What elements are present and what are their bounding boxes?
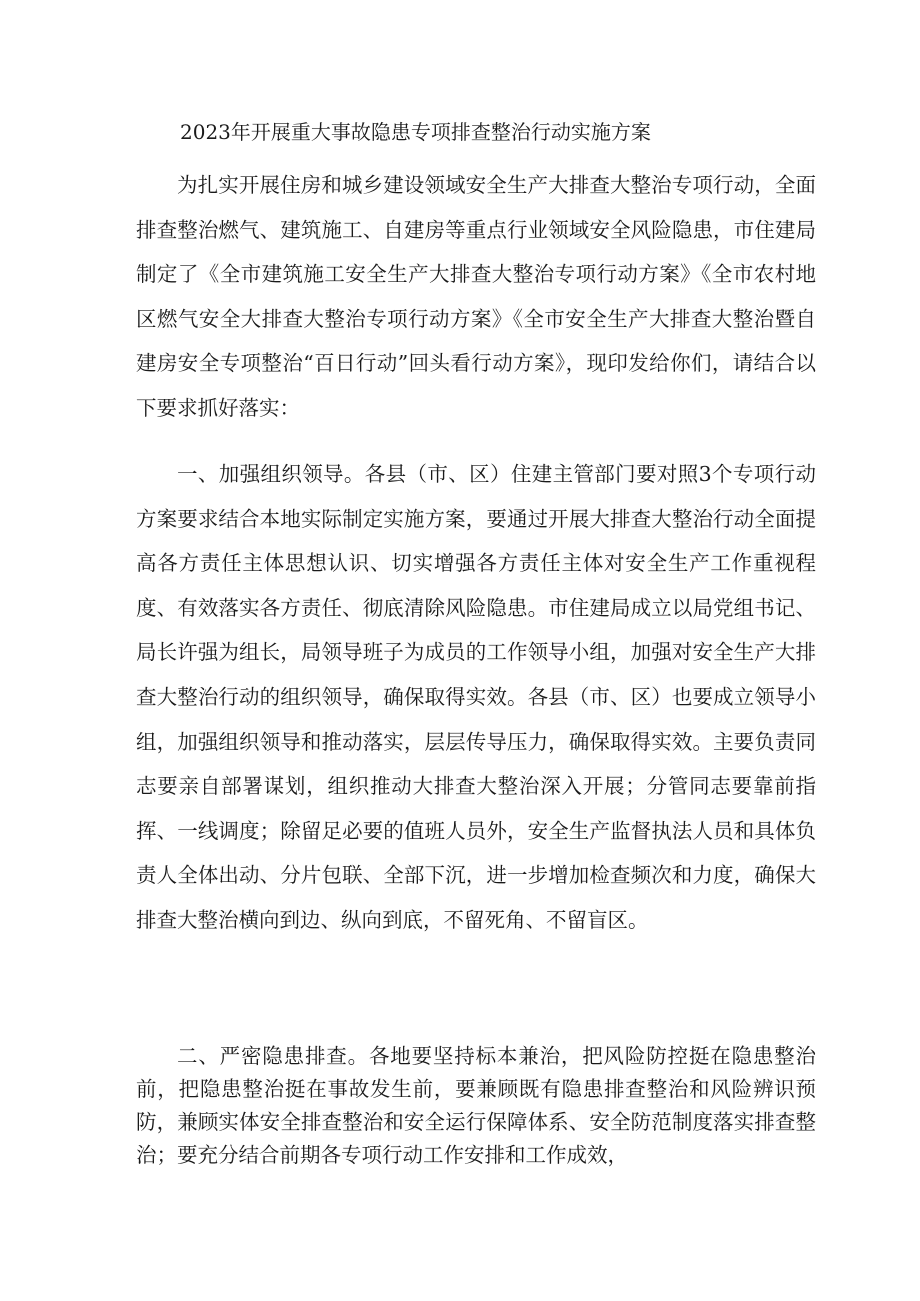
paragraph-section-2: 二、严密隐患排查。各地要坚持标本兼治，把风险防控挺在隐患整治前，把隐患整治挺在事故发生前，要兼顾既有隐患排查整治和风险辨识预防，兼顾实体安全排查整治和安全运行保障体系、安全防范制度落实排查整治；要充分结合前期各专项行动工作安排和工作成效， (136, 1044, 816, 1167)
document-title: 2023年开展重大事故隐患专项排查整治行动实施方案 (180, 120, 651, 144)
paragraph-section-1: 一、加强组织领导。各县（市、区）住建主管部门要对照3个专项行动方案要求结合本地实际制定实施方案，要通过开展大排查大整治行动全面提高各方责任主体思想认识、切实增强各方责任主体对安全生产工作重视程度、有效落实各方责任、彻底清除风险隐患。市住建局成立以局党组书记、局长许强为组长，局领导班子为成员的工作领导小组，加强对安全生产大排查大整治行动的组织领导，确保取得实效。各县（市、区）也要成立领导小组，加强组织领导和推动落实，层层传导压力，确保取得实效。主要负责同志要亲自部署谋划，组织推动大排查大整治深入开展；分管同志要靠前指挥、一线调度；除留足必要的值班人员外，安全生产监督执法人员和具体负责人全体出动、分片包联、全部下沉，进一步增加检查频次和力度，确保大排查大整治横向到边、纵向到底，不留死角、不留盲区。 (136, 462, 816, 932)
paragraph-intro: 为扎实开展住房和城乡建设领域安全生产大排查大整治专项行动，全面排查整治燃气、建筑施工、自建房等重点行业领域安全风险隐患，市住建局制定了《全市建筑施工安全生产大排查大整治专项行动方案》《全市农村地区燃气安全大排查大整治专项行动方案》《全市安全生产大排查大整治暨自建房安全专项整治“百日行动”回头看行动方案》，现印发给你们，请结合以下要求抓好落实： (136, 173, 816, 420)
